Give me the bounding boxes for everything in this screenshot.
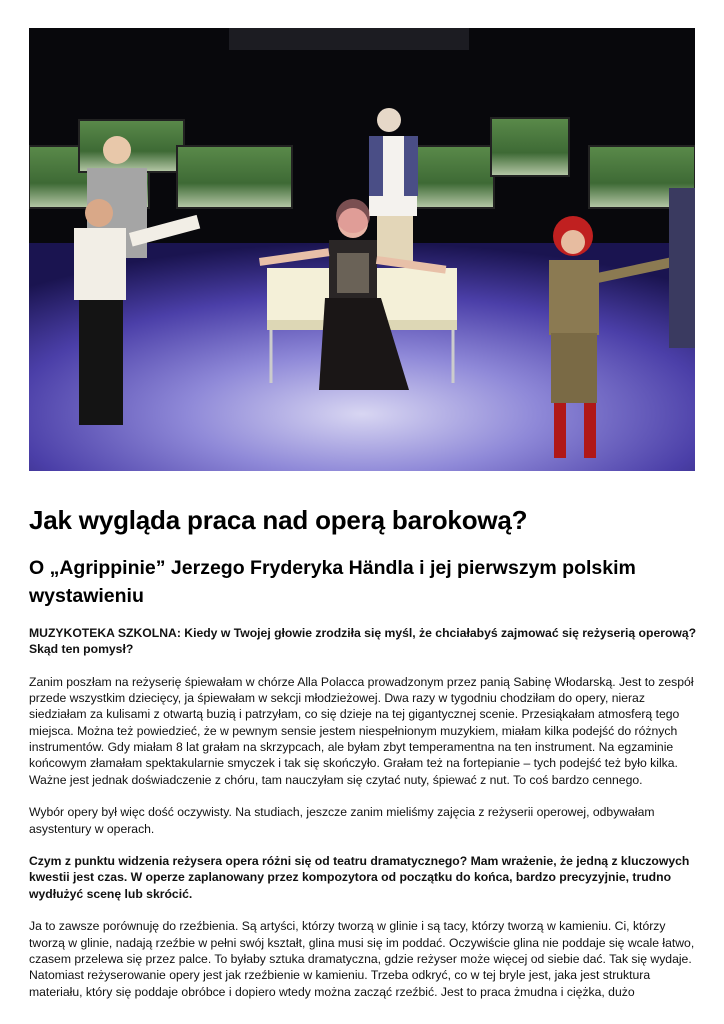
article-title: Jak wygląda praca nad operą barokową? bbox=[29, 505, 528, 535]
opera-stage-image bbox=[29, 28, 695, 471]
answer-1-paragraph-2: Wybór opery był więc dość oczywisty. Na studiach, jeszcze zanim mieliśmy zajęcia z reżyserii operowej, odbywałam asystentury w operach. bbox=[29, 805, 655, 836]
answer-2-paragraph-1: Ja to zawsze porównuję do rzeźbienia. Są artyści, którzy tworzą w glinie i są tacy, którzy tworzą w kamieniu. Ci, którzy tworzą w glinie, nadają rzeźbie w pełni swój kształt, glina musi się im poddać. Oczywiście glina nie poddaje się wcale łatwo, czasem przelewa się przez palce. To byłaby sztuka dramatyczna, gdzie reżyser może więcej od siebie dać. Tak się wydaje. Natomiast reżyserowanie opery jest jak rzeźbienie w kamieniu. Trzeba odkryć, co w tej bryle jest, jaka jest struktura materiału, który się poddaje obróbce i dopiero wtedy można zacząć rzeźbić. Jest to praca żmudna i ciężka, dużo bbox=[29, 919, 695, 999]
stage-photo bbox=[29, 28, 695, 471]
question-1: MUZYKOTEKA SZKOLNA: Kiedy w Twojej głowie zrodziła się myśl, że chciałabyś zajmować się reżyserią operową? Skąd ten pomysł? bbox=[29, 626, 697, 657]
answer-1-paragraph-1: Zanim poszłam na reżyserię śpiewałam w chórze Alla Polacca prowadzonym przez panią Sabinę Włodarską. Jest to zespół przede wszystkim dziecięcy, ja śpiewałam w sekcji młodzieżowej. Dwa razy w tygodniu chodziłam do opery, nieraz siedziałam za kulisami z otwartą buzią i patrzyłam, co się dzieje na tej gigantycznej scenie. Przesiąkałam atmosferą tego miejsca. Można też powiedzieć, że w pewnym sensie jestem niespełnionym muzykiem, miałam kilka podejść do różnych instrumentów. Gdy miałam 8 lat grałam na skrzypcach, ale byłam zbyt temperamentna na ten instrument. Na egzaminie końcowym złamałam spektakularnie smyczek i tak się skończyło. Grałam też na fortepianie – tych podejść też było kilka. Ważne jest jednak doświadczenie z chóru, tam nauczyłam się czytać nuty, śpiewać z nut. To coś bardzo cennego. bbox=[29, 674, 694, 787]
article-subtitle: O „Agrippinie” Jerzego Fryderyka Händla i jej pierwszym polskim wystawieniu bbox=[29, 557, 636, 607]
question-2: Czym z punktu widzenia reżysera opera różni się od teatru dramatycznego? Mam wrażenie, że jedną z kluczowych kwestii jest czas. W operze zaplanowany przez kompozytora od początku do końca, bardzo precyzyjnie, trudno wydłużyć scenę lub skrócić. bbox=[29, 854, 690, 901]
article-body bbox=[29, 625, 697, 1016]
